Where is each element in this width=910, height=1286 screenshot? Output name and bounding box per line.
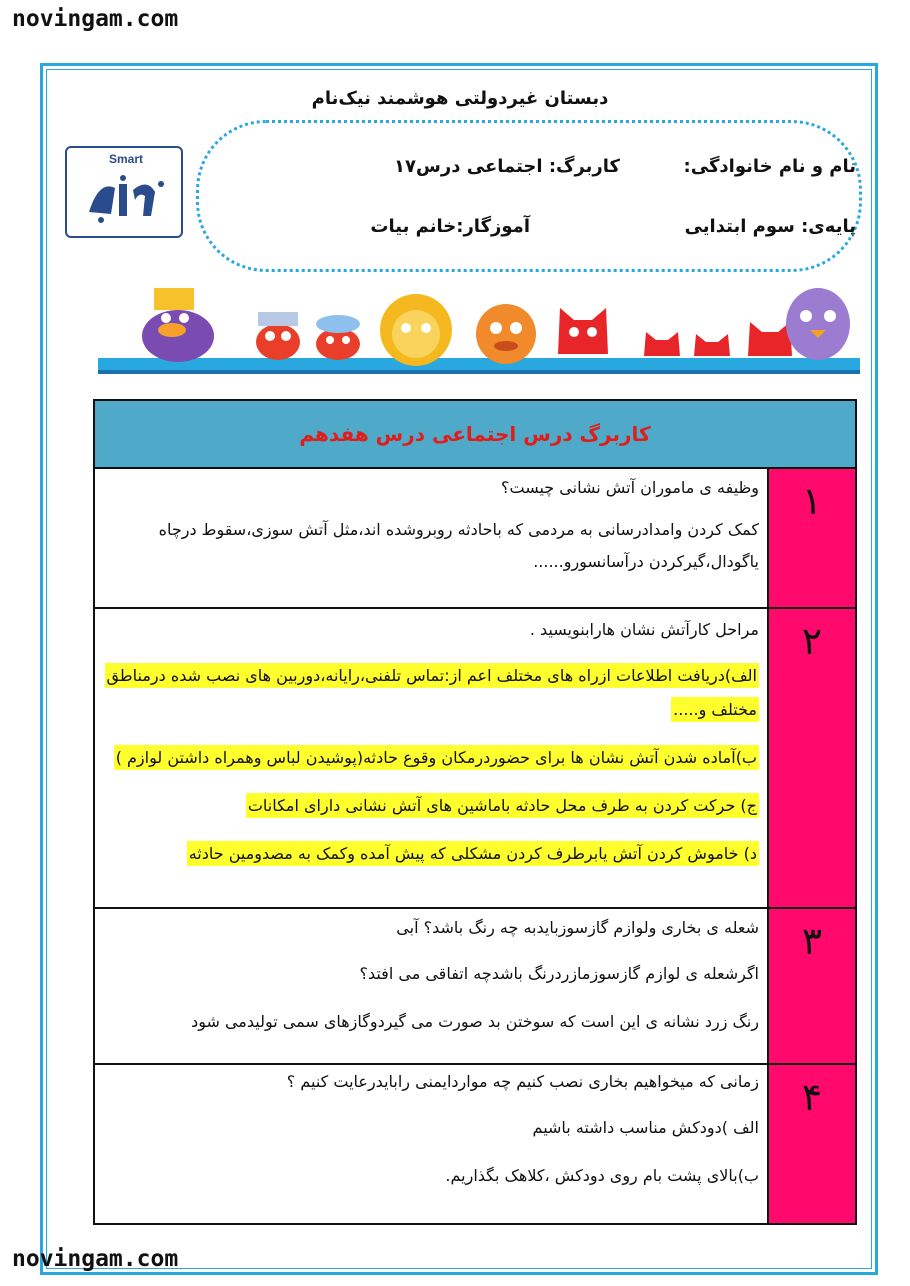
info-box — [196, 120, 862, 272]
table-row — [94, 608, 856, 908]
purple-bird-character — [786, 288, 850, 360]
watermark-bottom: novingam.com — [12, 1246, 179, 1272]
small-red-creatures — [644, 332, 730, 356]
answer-item — [103, 699, 759, 721]
question-number-cell — [768, 608, 856, 908]
question-content — [94, 908, 768, 1064]
worksheet-label: کاربرگ: اجتماعی درس۱۷ — [394, 156, 620, 177]
question-content — [94, 1064, 768, 1224]
question-text: اگرشعله ی لوازم گازسوزمازردرنگ باشدچه اتفاقی می افتد؟ — [359, 964, 759, 983]
question-text: شعله ی بخاری ولوازم گازسوزبایدبه چه رنگ باشد؟ آبی — [396, 918, 759, 937]
answer-text: کمک کردن وامدادرسانی به مردمی که باحادثه روبروشده اند،مثل آتش سوزی،سقوط درچاه — [158, 520, 759, 539]
watermark-top: novingam.com — [12, 6, 179, 32]
question-text: زمانی که میخواهیم بخاری نصب کنیم چه مواردایمنی رابایدرعایت کنیم ؟ — [286, 1072, 759, 1091]
school-name: دبستان غیردولتی هوشمند نیک‌نام — [311, 88, 609, 109]
worksheet-table — [93, 399, 857, 1225]
highlighted-answer: مختلف و..... — [671, 697, 759, 722]
cartoon-characters-banner — [98, 284, 860, 376]
question-number: ۳ — [801, 919, 823, 963]
table-row — [94, 908, 856, 1064]
answer-item — [103, 795, 759, 817]
question-number: ۲ — [801, 619, 823, 663]
answer-item — [103, 665, 759, 687]
answer-item — [103, 843, 759, 865]
question-number: ۱ — [801, 479, 823, 523]
logo-mark-icon — [81, 170, 169, 226]
duck-character — [142, 288, 214, 362]
highlighted-answer: د) خاموش کردن آتش یابرطرف کردن مشکلی که پیش آمده وکمک به مصدومین حادثه — [187, 841, 759, 866]
answer-text: یاگودال،گیرکردن درآسانسورو...... — [533, 552, 759, 571]
grade-label: پایه‌ی: سوم ابتدایی — [684, 216, 856, 237]
red-bird-character — [256, 312, 300, 360]
teacher-label: آموزگار:خانم بیات — [370, 216, 530, 237]
red-creature-character — [748, 322, 792, 356]
question-number-cell — [768, 1064, 856, 1224]
highlighted-answer: ب)آماده شدن آتش نشان ها برای حضوردرمکان وقوع حادثه(پوشیدن لباس وهمراه داشتن لوازم ) — [114, 745, 759, 770]
table-row — [94, 468, 856, 608]
question-text: وظیفه ی ماموران آتش نشانی چیست؟ — [501, 478, 759, 497]
question-text: مراحل کارآتش نشان هارابنویسید . — [529, 620, 759, 639]
answer-item — [103, 747, 759, 769]
student-name-label: نام و نام خانوادگی: — [683, 156, 856, 177]
red-cat-character — [558, 308, 608, 354]
table-header — [94, 400, 856, 468]
question-number-cell — [768, 908, 856, 1064]
table-title: کاربرگ درس اجتماعی درس هفدهم — [299, 422, 651, 446]
question-content — [94, 608, 768, 908]
question-content — [94, 468, 768, 608]
answer-text: الف )دودکش مناسب داشته باشیم — [532, 1118, 759, 1137]
orange-character — [476, 304, 536, 364]
table-row — [94, 1064, 856, 1224]
highlighted-answer: الف)دریافت اطلاعات ازراه های مختلف اعم از:تماس تلفنی،رایانه،دوربین های نصب شده درمناطق — [105, 663, 759, 688]
answer-text: رنگ زرد نشانه ی این است که سوختن بد صورت می گیردوگازهای سمی تولیدمی شود — [191, 1012, 759, 1031]
bird-with-cap-character — [316, 315, 360, 360]
question-number: ۴ — [801, 1075, 823, 1119]
school-logo — [65, 146, 183, 238]
question-number-cell — [768, 468, 856, 608]
highlighted-answer: ج) حرکت کردن به طرف محل حادثه باماشین های آتش نشانی دارای امکانات — [246, 793, 759, 818]
lion-character — [380, 294, 452, 366]
answer-text: ب)بالای پشت بام روی دودکش ،کلاهک بگذاریم. — [445, 1166, 759, 1185]
logo-smart-text: Smart — [109, 152, 144, 166]
